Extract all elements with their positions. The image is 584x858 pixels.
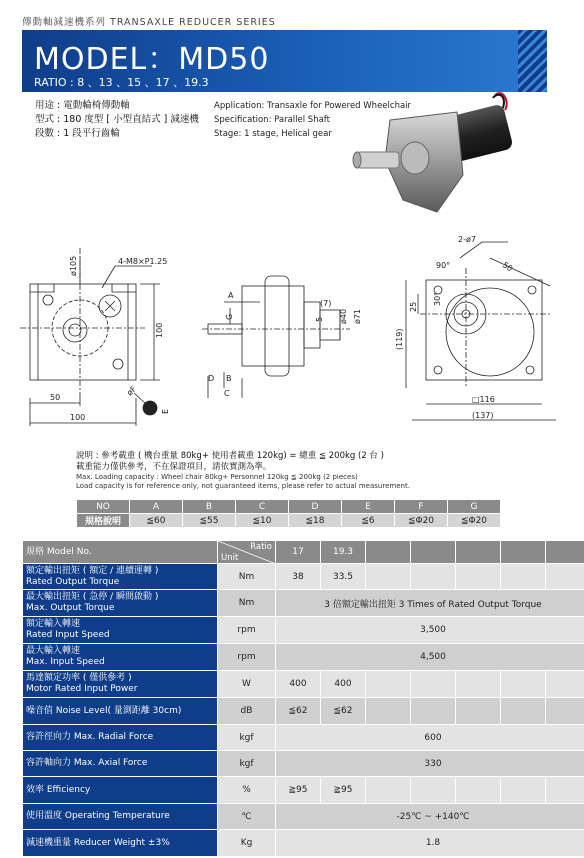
spec-label-cn: 減速機重量 Reducer Weight ±3% xyxy=(26,837,170,848)
ratio-value xyxy=(501,541,546,564)
series-title: 傳動軸減速機系列 TRANSAXLE REDUCER SERIES xyxy=(22,17,276,28)
spec-label-en: Rated Output Torque xyxy=(26,576,120,587)
ratio-value: 17 xyxy=(276,541,321,564)
front-pf: øF xyxy=(125,384,139,398)
dim-value: ≦6 xyxy=(342,514,395,528)
dim-header: E xyxy=(342,500,395,514)
spec-cn-type: 型式 : 180 度型 [ 小型直結式 ] 減速機 xyxy=(35,114,199,125)
rear-a30: 30° xyxy=(433,291,442,306)
side-b: B xyxy=(226,374,232,383)
spec-value: ≦62 xyxy=(276,698,321,725)
front-h100: 100 xyxy=(155,322,164,338)
side-view xyxy=(202,276,362,398)
spec-cn xyxy=(35,99,199,141)
spec-value: ≦62 xyxy=(321,698,366,725)
spec-row xyxy=(23,698,584,725)
spec-value xyxy=(456,777,501,804)
spec-row xyxy=(23,644,584,671)
dim-value: ≦60 xyxy=(130,514,183,528)
spec-row xyxy=(23,830,584,857)
spec-row xyxy=(23,617,584,644)
front-d105: ø105 xyxy=(69,255,78,276)
ratio-value: 19.3 xyxy=(321,541,366,564)
spec-row-label xyxy=(23,617,218,644)
front-view xyxy=(20,248,170,426)
side-c: C xyxy=(224,389,230,398)
spec-cn-application: 用途 : 電動輪椅傳動軸 xyxy=(35,100,130,111)
spec-label-en: Motor Rated Input Power xyxy=(26,684,138,694)
load-notes xyxy=(76,451,410,491)
spec-unit: rpm xyxy=(218,617,276,644)
spec-value xyxy=(546,777,584,804)
spec-row xyxy=(23,564,584,590)
spec-cn-stage: 段數 : 1 段平行齒輪 xyxy=(35,128,120,139)
note-en-1: Max. Loading capacity : Wheel chair 80kg+ Personnel 120kg ≦ 200kg (2 pieces) xyxy=(76,473,358,481)
spec-label-cn: 效率 Efficiency xyxy=(26,784,91,795)
spec-row xyxy=(23,804,584,830)
spec-row xyxy=(23,777,584,804)
spec-value xyxy=(501,671,546,698)
spec-value xyxy=(411,698,456,725)
spec-value: 400 xyxy=(321,671,366,698)
spec-value-span: 4,500 xyxy=(276,644,584,671)
spec-value xyxy=(501,698,546,725)
rear-d119: (119) xyxy=(395,328,404,350)
rear-d25: 25 xyxy=(409,301,418,312)
spec-label-en: Max. Input Speed xyxy=(26,657,105,667)
side-d40: ø40 xyxy=(339,308,348,324)
rear-d137: (137) xyxy=(472,411,494,420)
spec-unit: kgf xyxy=(218,725,276,751)
spec-row-label xyxy=(23,725,218,751)
spec-unit: kgf xyxy=(218,751,276,777)
dim-header: D xyxy=(289,500,342,514)
dimension-header-row xyxy=(77,500,501,514)
ratio-list: RATIO : 8 、13 、15 、17 、19.3 xyxy=(34,76,209,89)
side-a: A xyxy=(228,291,234,300)
model-title: MODEL：MD50 xyxy=(34,42,270,77)
spec-value xyxy=(456,698,501,725)
spec-value: 38 xyxy=(276,564,321,590)
spec-value: ≧95 xyxy=(321,777,366,804)
spec-unit: Kg xyxy=(218,830,276,857)
dim-header: A xyxy=(130,500,183,514)
spec-unit: % xyxy=(218,777,276,804)
ratio-value xyxy=(411,541,456,564)
spec-row xyxy=(23,725,584,751)
spec-row-label xyxy=(23,644,218,671)
spec-value xyxy=(456,671,501,698)
spec-row xyxy=(23,751,584,777)
dimension-value-row xyxy=(77,514,501,528)
dim-value: ≦Φ20 xyxy=(448,514,501,528)
spec-en-application: Application: Transaxle for Powered Wheelchair xyxy=(214,101,412,111)
spec-row-label xyxy=(23,564,218,590)
rear-view xyxy=(395,235,556,420)
spec-row xyxy=(23,590,584,617)
spec-en-stage: Stage: 1 stage, Helical gear xyxy=(214,129,332,139)
spec-value xyxy=(366,564,411,590)
spec-value-span: 3,500 xyxy=(276,617,584,644)
spec-value xyxy=(501,777,546,804)
spec-label-cn: 噪音值 Noise Level( 量測距離 30cm) xyxy=(26,705,182,716)
ratio-value xyxy=(546,541,584,564)
spec-value-span: 1.8 xyxy=(276,830,584,857)
spec-value xyxy=(546,671,584,698)
spec-value xyxy=(546,698,584,725)
spec-row-label xyxy=(23,777,218,804)
spec-label-cn: 馬達額定功率 ( 僅供參考 ) xyxy=(26,673,132,683)
spec-label-cn: 容許徑向力 Max. Radial Force xyxy=(26,732,154,742)
spec-en-specification: Specification: Parallel Shaft xyxy=(214,115,330,125)
spec-unit: dB xyxy=(218,698,276,725)
spec-value xyxy=(411,671,456,698)
spec-table xyxy=(22,540,584,857)
ratio-unit-cell xyxy=(218,541,276,564)
spec-row-label xyxy=(23,698,218,725)
ratio-value xyxy=(456,541,501,564)
dim-header: F xyxy=(395,500,448,514)
spec-value-span: 3 倍額定輸出扭矩 3 Times of Rated Output Torque xyxy=(276,590,584,617)
spec-value xyxy=(411,777,456,804)
spec-header-label: 規格 Model No. xyxy=(23,541,218,564)
side-k7: (7) xyxy=(320,299,332,308)
spec-row xyxy=(23,671,584,698)
spec-value xyxy=(366,698,411,725)
front-e: E xyxy=(161,408,170,414)
rear-a90: 90° xyxy=(436,261,451,270)
rear-d116: □116 xyxy=(472,395,495,404)
spec-label-en: Max. Output Torque xyxy=(26,603,115,613)
dim-header: C xyxy=(236,500,289,514)
note-cn-1: 說明 : 參考載重 ( 機台重量 80kg+ 使用者載重 120kg) = 總重 ≦ 200kg (2 台 ) xyxy=(76,451,384,461)
spec-value xyxy=(366,777,411,804)
spec-value xyxy=(366,671,411,698)
spec-header-row xyxy=(23,541,584,564)
spec-value xyxy=(546,564,584,590)
spec-value-span: 600 xyxy=(276,725,584,751)
spec-value: 400 xyxy=(276,671,321,698)
dim-value: ≦18 xyxy=(289,514,342,528)
spec-unit: ℃ xyxy=(218,804,276,830)
spec-value xyxy=(501,564,546,590)
dim-header: G xyxy=(448,500,501,514)
dim-value: ≦55 xyxy=(183,514,236,528)
rear-hole: 2-ø7 xyxy=(458,235,476,244)
spec-row-label xyxy=(23,590,218,617)
note-en-2: Load capacity is for reference only, not guaranteed items, please refer to actual measurement. xyxy=(76,482,410,490)
spec-value xyxy=(456,564,501,590)
product-photo xyxy=(345,80,525,220)
spec-value-span: -25℃ ~ +140℃ xyxy=(276,804,584,830)
dim-header: NO xyxy=(77,500,130,514)
unit-label: Unit xyxy=(221,553,239,563)
side-d: D xyxy=(208,374,215,383)
spec-label-cn: 最大輸入轉速 xyxy=(26,646,81,656)
front-w50: 50 xyxy=(50,393,61,402)
dim-value: ≦Φ20 xyxy=(395,514,448,528)
spec-value: ≧95 xyxy=(276,777,321,804)
side-g: G xyxy=(225,313,234,320)
rear-d50: 50 xyxy=(500,260,515,274)
front-w100: 100 xyxy=(70,413,86,422)
spec-value-span: 330 xyxy=(276,751,584,777)
spec-value: 33.5 xyxy=(321,564,366,590)
side-k5: 5 xyxy=(315,316,324,322)
spec-label-cn: 容許軸向力 Max. Axial Force xyxy=(26,758,148,768)
technical-drawing xyxy=(20,228,570,428)
spec-row-label xyxy=(23,830,218,857)
spec-unit: rpm xyxy=(218,644,276,671)
spec-label-cn: 使用溫度 Operating Temperature xyxy=(26,811,170,821)
spec-label-cn: 額定輸出扭矩 ( 額定 / 連續運轉 ) xyxy=(26,565,159,576)
spec-row-label xyxy=(23,751,218,777)
spec-unit: Nm xyxy=(218,564,276,590)
spec-row-label xyxy=(23,804,218,830)
spec-label-cn: 最大輸出扭矩 ( 急停 / 瞬間啟動 ) xyxy=(26,592,159,602)
side-d71: ø71 xyxy=(353,308,362,324)
dim-header: B xyxy=(183,500,236,514)
front-thread: 4-M8×P1.25 xyxy=(118,257,168,266)
dim-row-label: 規格說明 xyxy=(77,514,130,528)
spec-label-en: Rated Input Speed xyxy=(26,630,110,640)
spec-value xyxy=(411,564,456,590)
ratio-value xyxy=(366,541,411,564)
spec-label-cn: 額定輸入轉速 xyxy=(26,619,81,629)
dimension-table xyxy=(76,499,501,528)
spec-unit: W xyxy=(218,671,276,698)
spec-unit: Nm xyxy=(218,590,276,617)
dim-value: ≦10 xyxy=(236,514,289,528)
spec-row-label xyxy=(23,671,218,698)
note-cn-2: 載重能力僅供參考，不在保證項目，請依實測為準。 xyxy=(76,462,272,472)
ratio-label: Ratio xyxy=(250,542,272,552)
